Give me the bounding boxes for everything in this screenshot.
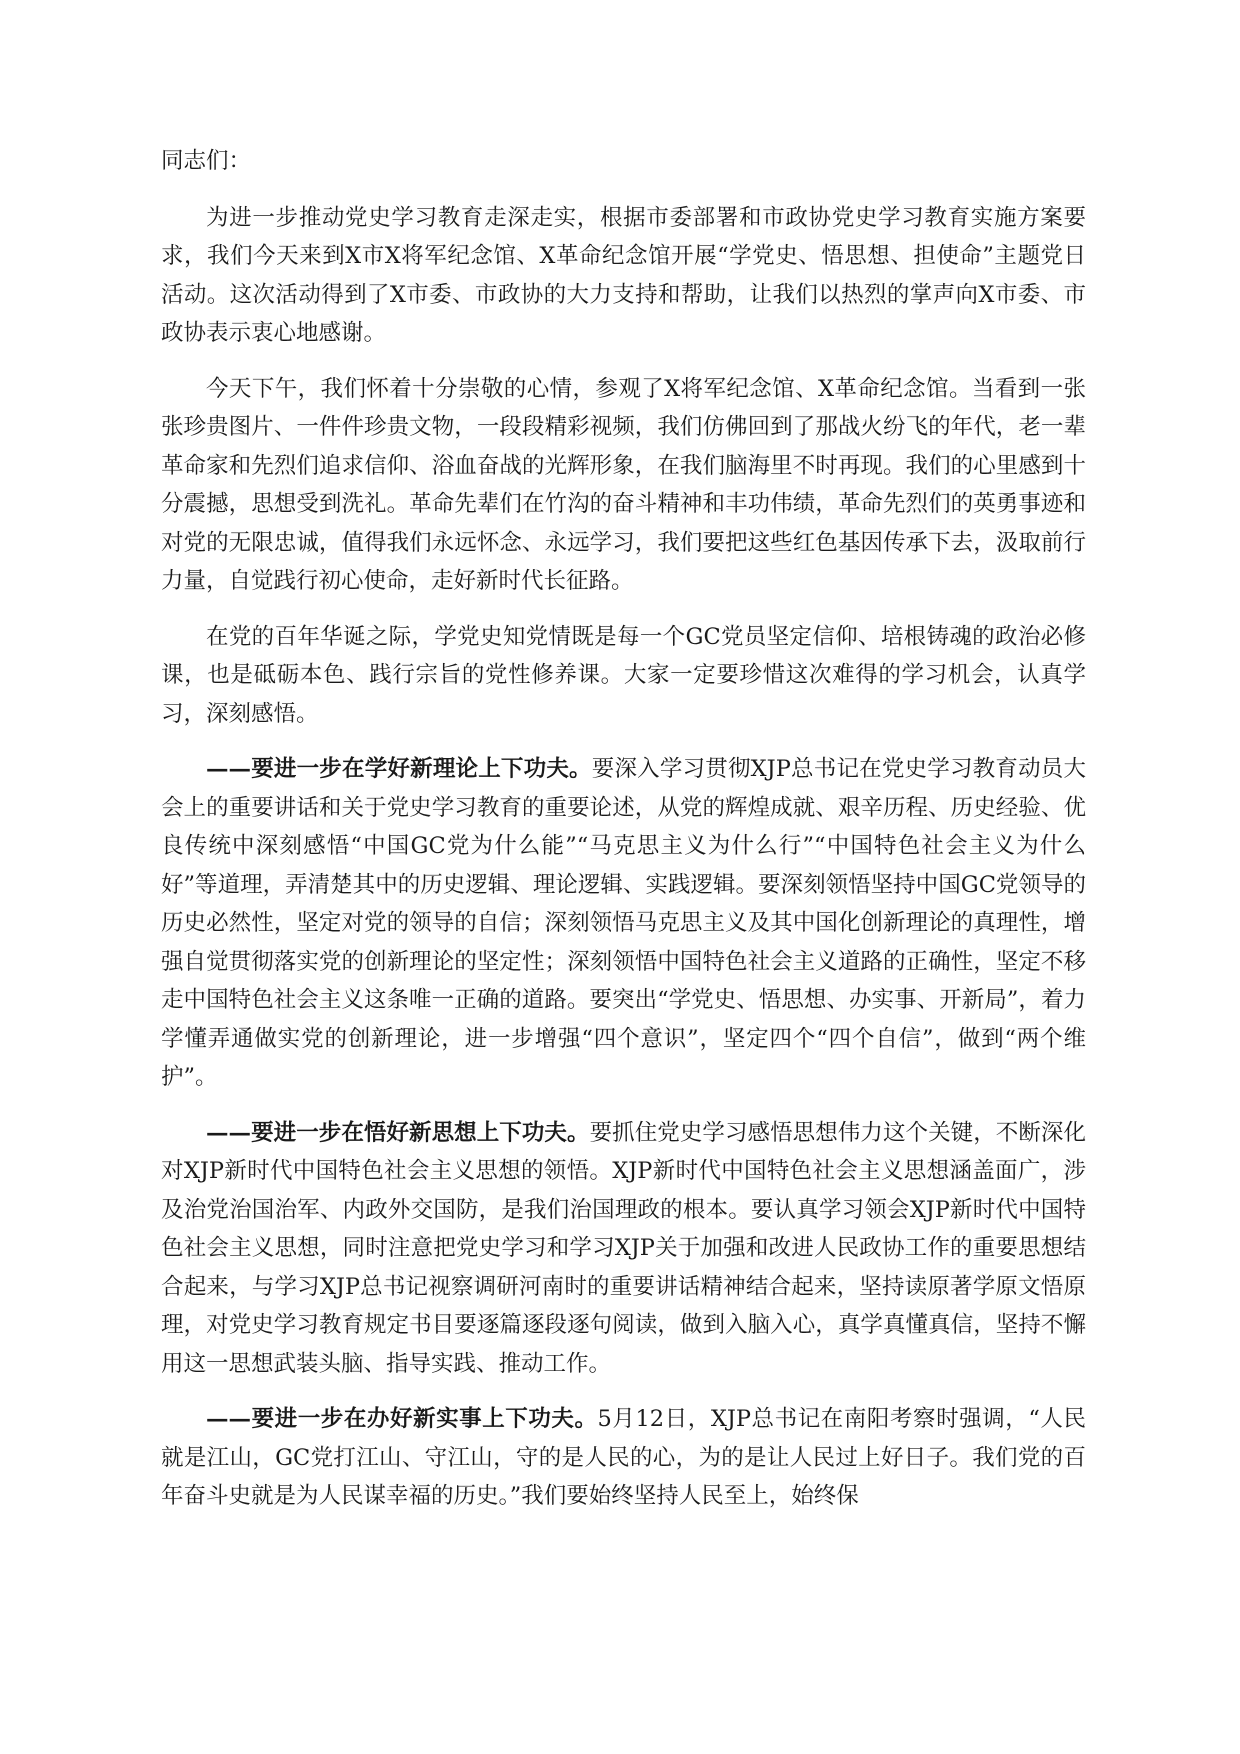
paragraph-intro	[161, 199, 1086, 353]
paragraph-text: 要深入学习贯彻XJP总书记在党史学习教育动员大会上的重要讲话和关于党史学习教育的重要论述，从党的辉煌成就、艰辛历程、历史经验、优良传统中深刻感悟“中国GC党为什么能”“马克思主义为什么行”“中国特色社会主义为什么好”等道理，弄清楚其中的历史逻辑、理论逻辑、实践逻辑。要深刻领悟坚持中国GC党领导的历史必然性，坚定对党的领导的自信；深刻领悟马克思主义及其中国化创新理论的真理性，增强自觉贯彻落实党的创新理论的坚定性；深刻领悟中国特色社会主义道路的正确性，坚定不移走中国特色社会主义这条唯一正确的道路。要突出“学党史、悟思想、办实事、开新局”，着力学懂弄通做实党的创新理论，进一步增强“四个意识”，坚定四个“四个自信”，做到“两个维护”。	[161, 756, 1086, 1090]
paragraph-practice	[161, 1400, 1086, 1516]
speech-body	[161, 142, 1086, 1533]
paragraph-text: 在党的百年华诞之际，学党史知党情既是每一个GC党员坚定信仰、培根铸魂的政治必修课，也是砥砺本色、践行宗旨的党性修养课。大家一定要珍惜这次难得的学习机会，认真学习，深刻感悟。	[161, 623, 1086, 727]
paragraph-thought	[161, 1114, 1086, 1384]
paragraph-visit	[161, 370, 1086, 601]
paragraph-text: 要抓住党史学习感悟思想伟力这个关键，不断深化对XJP新时代中国特色社会主义思想的领悟。XJP新时代中国特色社会主义思想涵盖面广，涉及治党治国治军、内政外交国防，是我们治国理政的根本。要认真学习领会XJP新时代中国特色社会主义思想，同时注意把党史学习和学习XJP关于加强和改进人民政协工作的重要思想结合起来，与学习XJP总书记视察调研河南时的重要讲话精神结合起来，坚持读原著学原文悟原理，对党史学习教育规定书目要逐篇逐段逐句阅读，做到入脑入心，真学真懂真信，坚持不懈用这一思想武装头脑、指导实践、推动工作。	[161, 1119, 1086, 1377]
paragraph-text: 今天下午，我们怀着十分崇敬的心情，参观了X将军纪念馆、X革命纪念馆。当看到一张张珍贵图片、一件件珍贵文物，一段段精彩视频，我们仿佛回到了那战火纷飞的年代，老一辈革命家和先烈们追求信仰、浴血奋战的光辉形象，在我们脑海里不时再现。我们的心里感到十分震撼，思想受到洗礼。革命先辈们在竹沟的奋斗精神和丰功伟绩，革命先烈们的英勇事迹和对党的无限忠诚，值得我们永远怀念、永远学习，我们要把这些红色基因传承下去，汲取前行力量，自觉践行初心使命，走好新时代长征路。	[161, 375, 1086, 594]
paragraph-centenary	[161, 618, 1086, 734]
salutation: 同志们：	[161, 148, 252, 174]
paragraph-text: 5月12日，XJP总书记在南阳考察时强调，“人民就是江山，GC党打江山、守江山，守的是人民的心，为的是让人民过上好日子。我们党的百年奋斗史就是为人民谋幸福的历史。”我们要始终坚持人民至上，始终保	[161, 1406, 1086, 1509]
paragraph-lead: ——要进一步在办好新实事上下功夫。	[206, 1406, 598, 1432]
paragraph-text: 为进一步推动党史学习教育走深走实，根据市委部署和市政协党史学习教育实施方案要求，我们今天来到X市X将军纪念馆、X革命纪念馆开展“学党史、悟思想、担使命”主题党日活动。这次活动得到了X市委、市政协的大力支持和帮助，让我们以热烈的掌声向X市委、市政协表示衷心地感谢。	[161, 204, 1086, 346]
paragraph-lead: ——要进一步在学好新理论上下功夫。	[206, 756, 592, 782]
paragraph-theory	[161, 750, 1086, 1097]
paragraph-lead: ——要进一步在悟好新思想上下功夫。	[206, 1119, 590, 1146]
